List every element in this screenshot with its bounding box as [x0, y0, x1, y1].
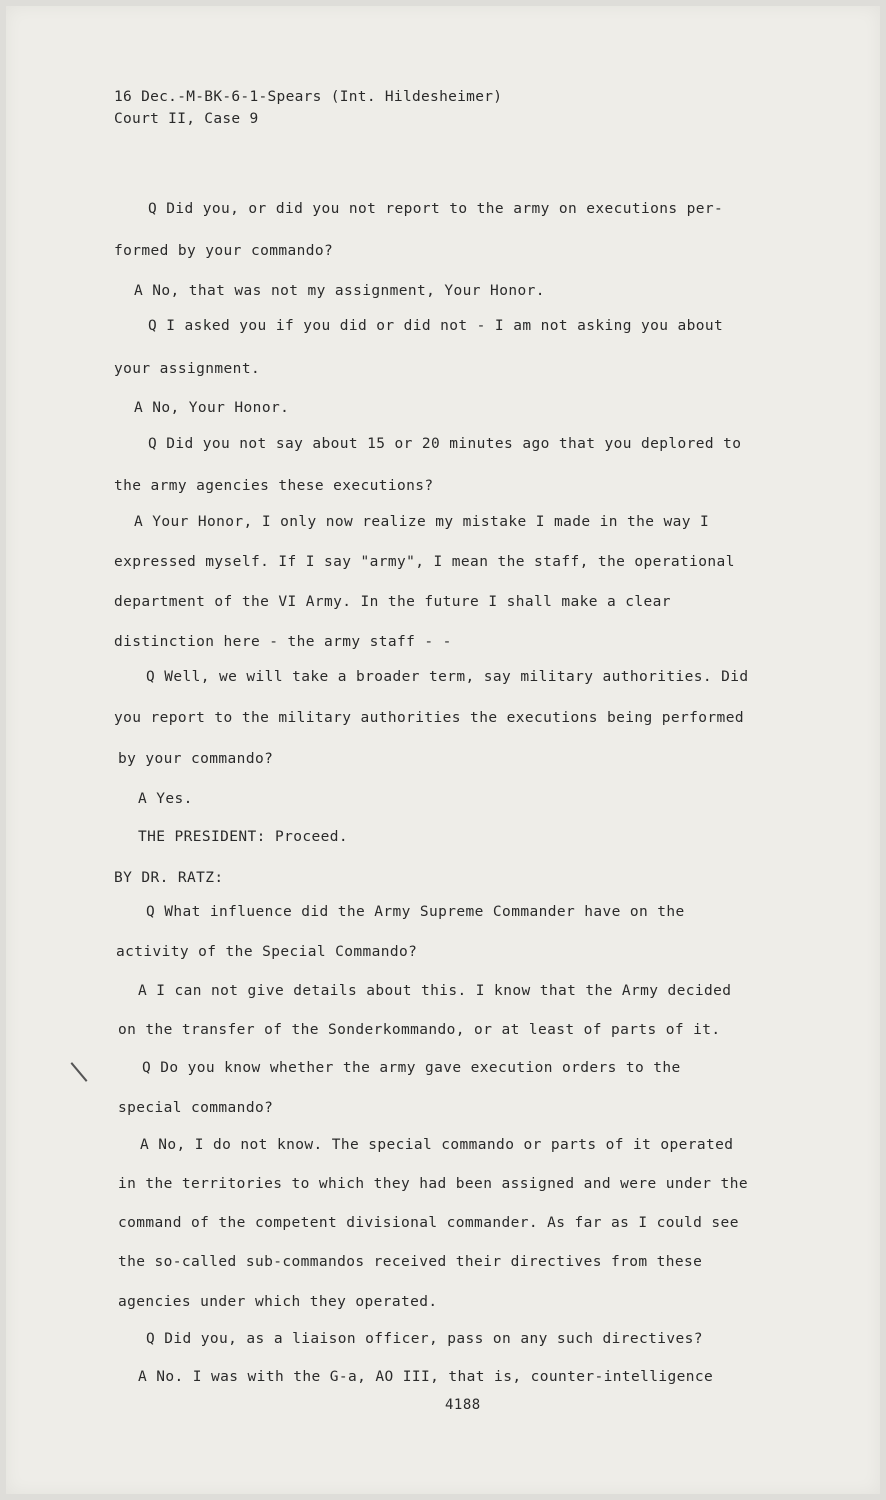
transcript-line: by your commando? [118, 751, 274, 767]
transcript-line: on the transfer of the Sonderkommando, or at least of parts of it. [118, 1022, 721, 1038]
transcript-line: BY DR. RATZ: [114, 870, 224, 886]
transcript-line: distinction here - the army staff - - [114, 634, 452, 650]
transcript-line: A Your Honor, I only now realize my mistake I made in the way I [134, 514, 710, 530]
transcript-line: THE PRESIDENT: Proceed. [138, 829, 348, 845]
transcript-line: special commando? [118, 1100, 274, 1116]
transcript-line: A I can not give details about this. I know that the Army decided [138, 983, 732, 999]
transcript-line: Q Do you know whether the army gave execution orders to the [142, 1060, 681, 1076]
transcript-line: activity of the Special Commando? [116, 944, 418, 960]
page-number: 4188 [445, 1397, 481, 1413]
transcript-line: you report to the military authorities the executions being performed [114, 710, 744, 726]
transcript-line: agencies under which they operated. [118, 1294, 438, 1310]
transcript-line: Q I asked you if you did or did not - I am not asking you about [148, 318, 724, 334]
transcript-line: in the territories to which they had been assigned and were under the [118, 1176, 748, 1192]
transcript-line: A Yes. [138, 791, 193, 807]
transcript-line: A No, I do not know. The special commando or parts of it operated [140, 1137, 734, 1153]
transcript-line: A No, that was not my assignment, Your Honor. [134, 283, 545, 299]
transcript-line: A No. I was with the G-a, AO III, that is, counter-intelligence [138, 1369, 714, 1385]
transcript-line: Q Well, we will take a broader term, say military authorities. Did [146, 669, 749, 685]
transcript-line: Q What influence did the Army Supreme Commander have on the [146, 904, 685, 920]
transcript-line: formed by your commando? [114, 243, 334, 259]
header-session-line: 16 Dec.-M-BK-6-1-Spears (Int. Hildesheimer) [114, 89, 503, 105]
transcript-line: the army agencies these executions? [114, 478, 434, 494]
document-header [114, 86, 502, 130]
transcript-line: your assignment. [114, 361, 261, 377]
transcript-line: the so-called sub-commandos received their directives from these [118, 1254, 703, 1270]
transcript-line: Q Did you not say about 15 or 20 minutes ago that you deplored to [148, 436, 742, 452]
transcript-line: department of the VI Army. In the future I shall make a clear [114, 594, 671, 610]
transcript-line: expressed myself. If I say "army", I mean the staff, the operational [114, 554, 735, 570]
document-page [6, 6, 880, 1494]
transcript-line: Q Did you, or did you not report to the army on executions per- [148, 201, 724, 217]
transcript-line: command of the competent divisional commander. As far as I could see [118, 1215, 739, 1231]
header-court-line: Court II, Case 9 [114, 111, 259, 127]
transcript-line: A No, Your Honor. [134, 400, 290, 416]
transcript-line: Q Did you, as a liaison officer, pass on any such directives? [146, 1331, 703, 1347]
